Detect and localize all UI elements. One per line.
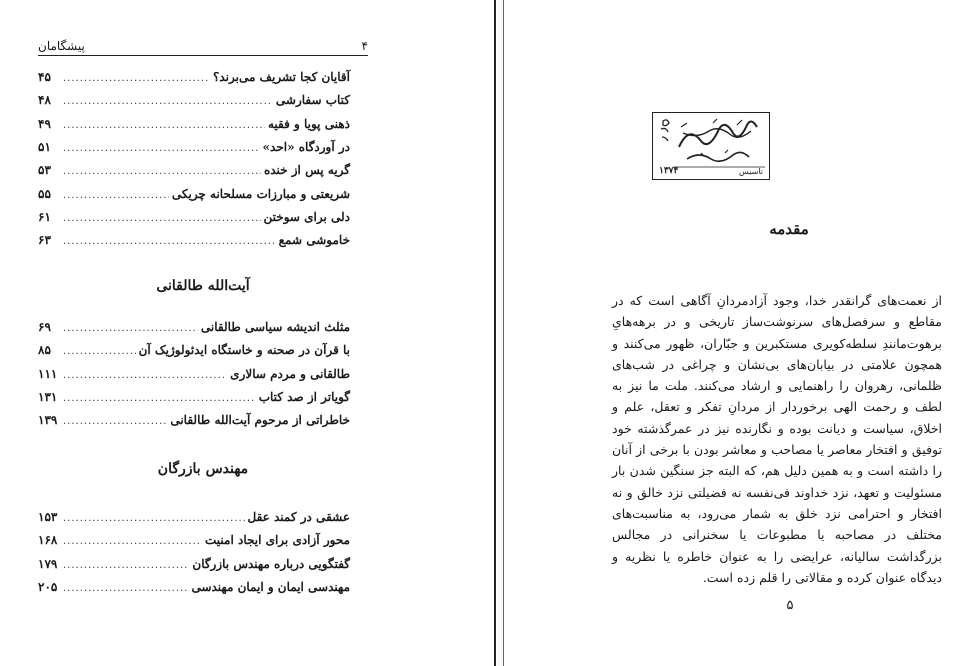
toc-leader-dots xyxy=(63,393,256,404)
toc-leader-dots xyxy=(63,416,167,427)
toc-entry-title: آقایان کجا تشریف می‌برند؟ xyxy=(212,70,350,84)
toc-entry-page: ۵۱ xyxy=(38,139,51,154)
toc-entry-page: ۶۱ xyxy=(38,209,51,224)
toc-leader-dots xyxy=(63,143,260,154)
toc-entry-title: در آوردگاه «احد» xyxy=(262,139,350,154)
toc-entry-page: ۶۹ xyxy=(38,320,51,334)
toc-leader-dots xyxy=(63,513,245,524)
toc-leader-dots xyxy=(63,236,276,247)
toc-leader-dots xyxy=(63,560,189,571)
toc-section-heading: مهندس بازرگان xyxy=(157,461,249,477)
toc-section-heading: آیت‌الله طالقانی xyxy=(156,278,250,294)
toc-entry-title: مثلث اندیشه سیاسی طالقانی xyxy=(200,320,350,334)
toc-entry-page: ۱۵۳ xyxy=(38,510,58,524)
toc-entry-title: گفتگویی درباره مهندس بازرگان xyxy=(192,556,350,571)
toc-entry-page: ۴۵ xyxy=(38,70,51,84)
toc-entry-page: ۱۶۸ xyxy=(38,533,58,548)
toc-leader-dots xyxy=(63,370,227,381)
toc-leader-dots xyxy=(63,346,136,357)
toc-entry-title: خاموشی شمع xyxy=(278,233,350,248)
toc-leader-dots xyxy=(63,213,261,224)
toc-entry-title: دلی برای سوختن xyxy=(263,209,350,224)
toc-entry-title: گویاتر از صد کتاب xyxy=(258,389,350,404)
toc-leader-dots xyxy=(63,120,265,131)
introduction-paragraph: از نعمت‌های گرانقدر خدا، وجود آزادمردانِ آگاهی است که در مقاطع و سرفصل‌های سرنوشت‌ساز تاریخی و در برهه‌هایِ برهوت‌مانندِ سلطه‌کویری مستکبرین و جبّاران، ظهور می‌کنند و همچون علامتی در بیابان‌های بی‌نشان و چراغی در شب‌های ظلمانی، رهروان را راهنمایی و ارشاد می‌کنند. ملت ما نیز به لطف و رحمت الهی برخوردار از مردانِ تفکر و تعقل، علم و اخلاق، سیاست و دیانت بوده و نگارنده نیز در عمرگذشته خود توفیق و افتخار معاصر یا مصاحب و معاشر بودن با برخی از آنان را داشته است و به همین دلیل هم، که البته جز سنگین شدن بار مسئولیت و تعهد، نزد خداوند فی‌نفسه نه فضیلتی نزد خالق و نه افتخار و احترامی نزد خلق به شمار می‌رود، به مناسبت‌های مختلف در مصاحبه یا مطبوعات یا سخنرانی در مجالس بزرگداشت سالیانه، عرایضی را به عنوان خاطره یا نظریه و دیدگاه عنوان کرده و مقالاتی را قلم زده است. xyxy=(612,293,942,585)
toc-leader-dots xyxy=(63,190,169,201)
toc-entry xyxy=(38,210,350,228)
toc-entry xyxy=(38,187,350,205)
toc-leader-dots xyxy=(63,323,198,334)
toc-entry-title: ذهنی پویا و فقیه xyxy=(267,116,350,131)
toc-entry xyxy=(38,343,350,361)
toc-entry-page: ۵۵ xyxy=(38,186,51,201)
toc-entry xyxy=(38,510,350,528)
toc-entry-page: ۱۳۹ xyxy=(38,413,58,428)
toc-entry-title: گریه پس از خنده xyxy=(263,163,350,178)
toc-entry-title: شریعتی و مبارزات مسلحانه چریکی xyxy=(171,186,350,201)
toc-entry xyxy=(38,413,350,431)
toc-entry xyxy=(38,367,350,385)
toc-entry xyxy=(38,163,350,181)
book-spine xyxy=(494,0,504,666)
toc-entry-page: ۶۳ xyxy=(38,233,51,248)
toc-entry xyxy=(38,580,350,598)
toc-entry-title: خاطراتی از مرحوم آیت‌الله طالقانی xyxy=(170,413,350,428)
running-header-title: پیشگامان xyxy=(38,39,85,53)
toc-leader-dots xyxy=(63,96,273,107)
seal-year: ۱۳۷۴ xyxy=(659,166,679,176)
toc-leader-dots xyxy=(63,166,261,177)
toc-entry xyxy=(38,233,350,251)
toc-entry xyxy=(38,117,350,135)
toc-entry-title: با قرآن در صحنه و خاستگاه ایدئولوژیک آن xyxy=(138,343,350,358)
toc-leader-dots xyxy=(63,536,202,547)
toc-entry-title: کتاب سفارشی xyxy=(275,93,350,108)
running-header xyxy=(38,36,368,56)
seal-label: تاسیس xyxy=(739,167,763,176)
right-page xyxy=(504,0,974,666)
page-number: ۵ xyxy=(786,598,794,613)
toc-entry xyxy=(38,93,350,111)
toc-entry xyxy=(38,533,350,551)
toc-entry xyxy=(38,390,350,408)
toc-entry-page: ۱۷۹ xyxy=(38,556,58,571)
toc-entry-title: طالقانی و مردم سالاری xyxy=(230,366,350,381)
toc-entry xyxy=(38,557,350,575)
toc-entry xyxy=(38,320,350,338)
toc-leader-dots xyxy=(63,73,210,84)
running-header-page-number: ۴ xyxy=(361,39,368,53)
toc-leader-dots xyxy=(63,583,188,594)
toc-entry-title: محور آزادی برای ایجاد امنیت xyxy=(205,533,350,548)
toc-entry-page: ۲۰۵ xyxy=(38,579,58,594)
toc-entry-title: عشقی در کمند عقل xyxy=(247,510,350,524)
toc-entry-page: ۵۳ xyxy=(38,163,51,178)
chapter-title: مقدمه xyxy=(769,220,809,238)
toc-entry-page: ۱۱۱ xyxy=(38,366,58,381)
toc-entry-page: ۱۳۱ xyxy=(38,389,58,404)
toc-entry-page: ۸۵ xyxy=(38,343,51,358)
toc-entry xyxy=(38,70,350,88)
toc-entry-page: ۴۹ xyxy=(38,116,51,131)
library-seal xyxy=(652,112,770,180)
toc-entry xyxy=(38,140,350,158)
toc-entry-page: ۴۸ xyxy=(38,93,51,108)
toc-entry-title: مهندسی ایمان و ایمان مهندسی xyxy=(191,579,350,594)
